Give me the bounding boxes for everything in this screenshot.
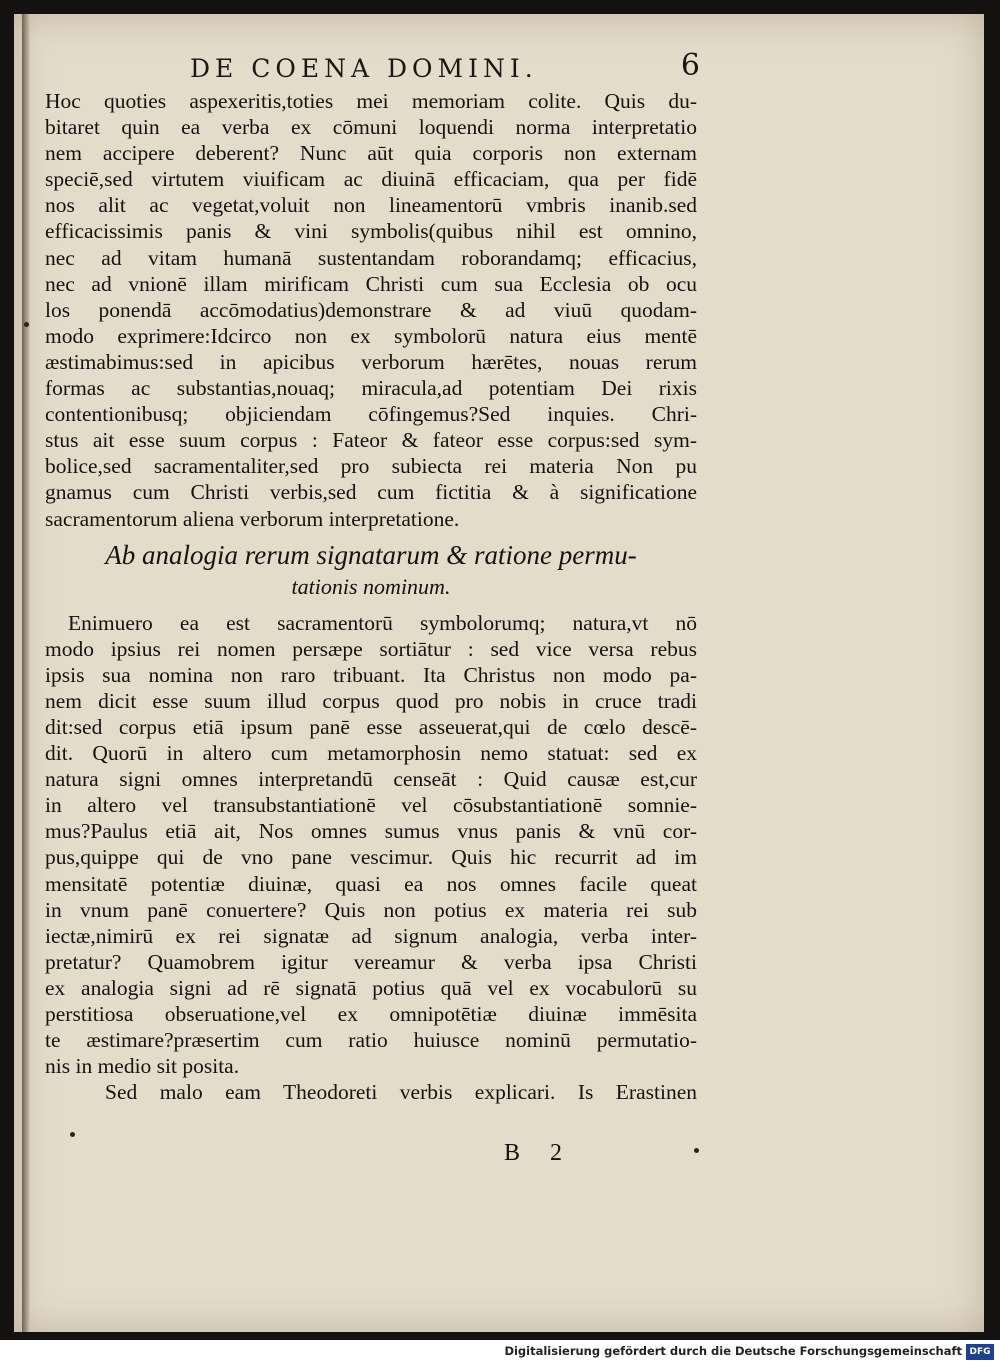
text-line: dit. Quorū in altero cum metamorphosin nemo statuat: sed ex [45,741,697,766]
text-line: dit:sed corpus etiā ipsum panē esse asseuerat,qui de cœlo descē- [45,714,697,739]
text-line: nis in medio sit posita. [45,1054,240,1079]
text-line: bolice,sed sacramentaliter,sed pro subiecta rei materia Non pu [45,454,697,479]
text-line: iectæ,nimirū ex rei signatæ ad signum analogia, verba inter- [45,923,697,948]
text-line: in vnum panē conuertere? Quis non potius ex materia rei sub [45,897,697,922]
text-line: los ponendā accōmodatius)demonstrare & ad viuū quodam- [45,297,697,322]
text-line: ipsis sua nomina non raro tribuant. Ita Christus non modo pa- [45,662,697,687]
text-line: Hoc quoties aspexeritis,toties mei memoriam colite. Quis du- [45,89,697,113]
section-heading-line-1: Ab analogia rerum signatarum & ratione permu- [105,539,637,570]
text-line: modo exprimere:Idcirco non ex symbolorū natura eius mentē [45,323,697,348]
text-line: nem accipere deberent? Nunc aūt quia corporis non externam [45,141,697,166]
text-line: bitaret quin ea verba ex cōmuni loquendi norma interpretatio [45,115,697,140]
text-line: te æstimare?præsertim cum ratio huiusce nominū permutatio- [45,1028,697,1053]
text-line: nos alit ac vegetat,voluit non lineamentorū vmbris inanib.sed [45,193,697,218]
paragraph-1 [45,88,697,532]
text-line: contentionibusq; objiciendam cōfingemus?Sed inquies. Chri- [45,402,697,427]
text-line: nec ad vitam humanā sustentandam roborandamq; efficacius, [45,245,697,270]
text-line: pretatur? Quamobrem igitur vereamur & verba ipsa Christi [45,949,697,974]
text-line: formas ac substantias,nouaq; miracula,ad potentiam Dei rixis [45,376,697,401]
page-number: 6 [680,48,700,83]
text-line: stus ait esse suum corpus : Fateor & fateor esse corpus:sed sym- [45,428,697,453]
text-line: pus,quippe qui de vno pane vescimur. Quis hic recurrit ad im [45,845,697,870]
text-line: sacramentorum aliena verborum interpretatione. [45,506,460,531]
text-line: mensitatē potentiæ diuinæ, quasi ea nos omnes facile queat [45,871,697,896]
text-line: gnamus cum Christi verbis,sed cum fictitia & à significatione [45,480,697,505]
text-line: modo ipsius rei nomen persæpe sortiātur : sed vice versa rebus [45,636,697,661]
ink-speck [70,1132,75,1137]
section-heading [45,540,697,602]
running-title: DE COENA DOMINI. [190,54,538,83]
signature-mark: B 2 [504,1140,575,1166]
text-line: nec ad vnionē illam mirificam Christi cum sua Ecclesia ob ocu [45,271,697,296]
ink-speck [24,322,29,327]
section-heading-line-2: tationis nominum. [291,573,451,599]
text-line: natura signi omnes interpretandū censeāt : Quid causæ est,cur [45,767,697,792]
text-line: æstimabimus:sed in apicibus verborum hærētes, nouas rerum [45,349,697,374]
text-line: efficacissimis panis & vini symbolis(quibus nihil est omnino, [45,219,697,244]
text-line: Enimuero ea est sacramentorū symbolorumq; natura,vt nō [68,610,697,635]
text-line: perstitiosa obseruatione,vel ex omnipotētiæ diuinæ immēsita [45,1002,697,1026]
page-edge [22,14,30,1332]
dfg-logo: DFG [966,1344,994,1360]
text-line: in altero vel transubstantiationē vel cōsubstantiationē somnie- [45,793,697,818]
text-line: mus?Paulus etiā ait, Nos omnes sumus vnus panis & vnū cor- [45,819,697,844]
text-line: speciē,sed virtutem viuificam ac diuinā efficaciam, qua per fidē [45,167,697,192]
text-line: nem dicit esse suum illud corpus quod pro nobis in cruce tradi [45,688,697,713]
body-text [45,88,697,1105]
paragraph-2 [45,610,697,1106]
text-line: ex analogia signi ad rē signatā potius quā vel ex vocabulorū su [45,975,697,1000]
footer-bar [0,1340,1000,1365]
ink-speck [694,1148,699,1153]
text-line: Sed malo eam Theodoreti verbis explicari. Is Erastinen [105,1080,697,1105]
funding-credit: Digitalisierung gefördert durch die Deutsche Forschungsgemeinschaft [504,1344,962,1358]
